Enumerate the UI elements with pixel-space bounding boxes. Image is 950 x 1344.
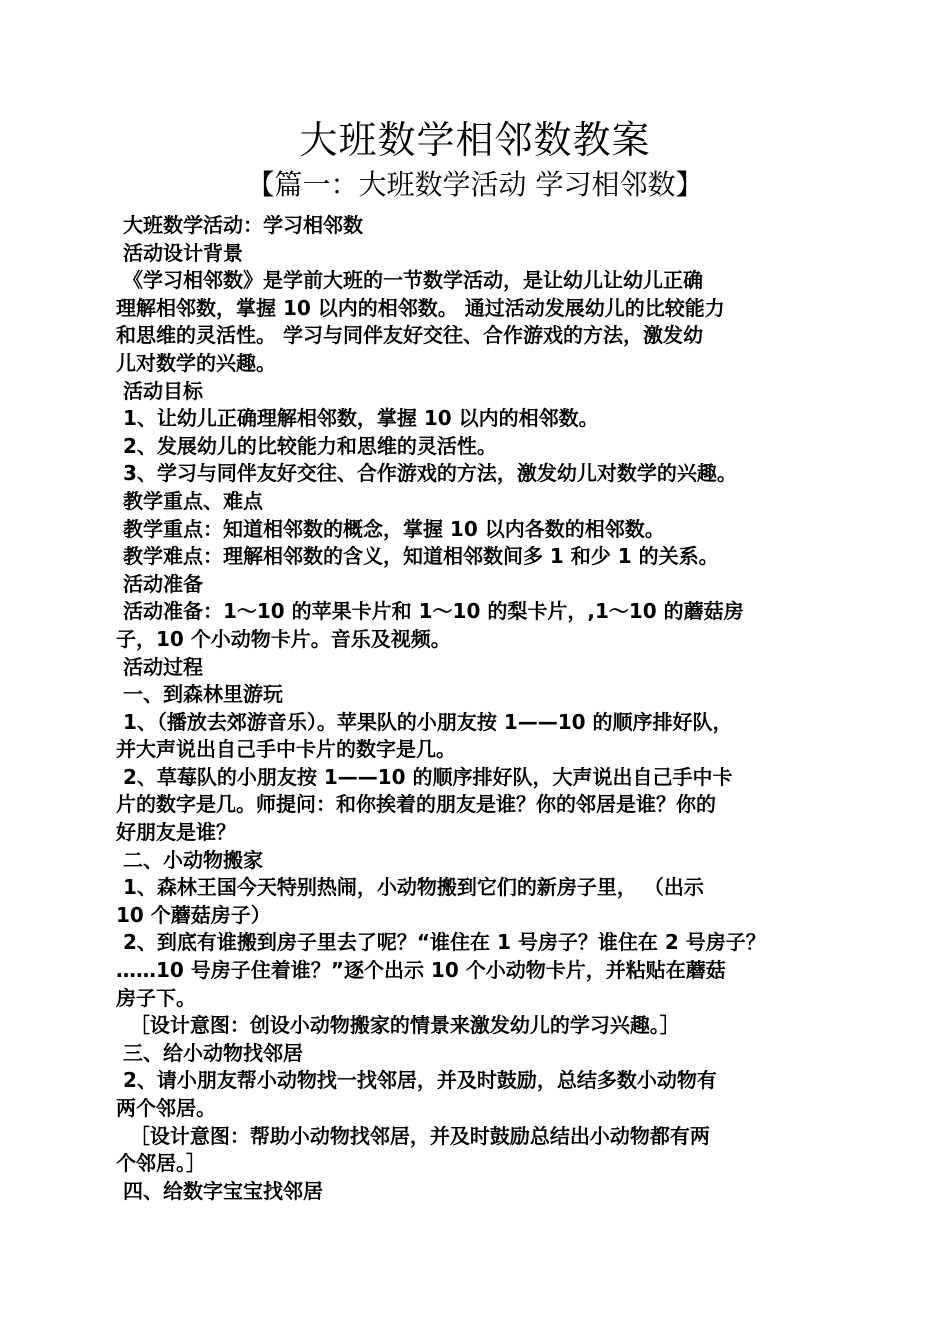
body-line: 2、草莓队的小朋友按 1——10 的顺序排好队，大声说出自己手中卡	[116, 764, 733, 789]
body-line: 2、请小朋友帮小动物找一找邻居，并及时鼓励，总结多数小动物有	[116, 1068, 717, 1093]
body-line: 2、到底有谁搬到房子里去了呢？“谁住在 1 号房子？谁住在 2 号房子？	[116, 930, 766, 955]
body-line: 二、小动物搬家	[116, 847, 263, 872]
body-line: 1、（播放去郊游音乐）。苹果队的小朋友按 1——10 的顺序排好队，	[116, 709, 733, 734]
body-line: 儿对数学的兴趣。	[116, 350, 276, 375]
body-line: 两个邻居。	[116, 1096, 216, 1120]
body-line: 教学难点：理解相邻数的含义，知道相邻数间多 1 和少 1 的关系。	[116, 544, 719, 569]
body-line: ［设计意图：帮助小动物找邻居，并及时鼓励总结出小动物都有两	[116, 1123, 710, 1148]
body-line: 并大声说出自己手中卡片的数字是几。	[116, 737, 456, 762]
body-line: 10 个蘑菇房子）	[116, 902, 271, 927]
body-line: 子，10 个小动物卡片。音乐及视频。	[116, 626, 451, 651]
body-line: 和思维的灵活性。 学习与同伴友好交往、合作游戏的方法，激发幼	[116, 323, 703, 348]
body-line: 好朋友是谁？	[116, 820, 236, 845]
body-line: 房子下。	[116, 985, 196, 1010]
body-line: 教学重点、难点	[116, 488, 263, 513]
body-line: 活动目标	[116, 378, 203, 403]
body-line: 3、学习与同伴友好交往、合作游戏的方法，激发幼儿对数学的兴趣。	[116, 461, 737, 486]
document-subtitle: 【篇一：大班数学活动 学习相邻数】	[246, 168, 704, 201]
body-line: 教学重点：知道相邻数的概念，掌握 10 以内各数的相邻数。	[116, 516, 665, 541]
body-line: 活动准备	[116, 571, 203, 596]
body-line: 1、森林王国今天特别热闹，小动物搬到它们的新房子里， （出示	[116, 875, 704, 900]
body-line: ……10 号房子住着谁？”逐个出示 10 个小动物卡片，并粘贴在蘑菇	[116, 958, 726, 983]
document-body	[116, 212, 856, 1205]
body-line: 1、让幼儿正确理解相邻数，掌握 10 以内的相邻数。	[116, 406, 599, 431]
body-line: 三、给小动物找邻居	[116, 1040, 303, 1065]
body-line: 片的数字是几。师提问：和你挨着的朋友是谁？你的邻居是谁？你的	[116, 792, 716, 817]
body-line: 活动过程	[116, 654, 203, 679]
body-line: 四、给数字宝宝找邻居	[116, 1178, 323, 1203]
body-line: 理解相邻数，掌握 10 以内的相邻数。 通过活动发展幼儿的比较能力	[116, 295, 725, 320]
body-line: ［设计意图：创设小动物搬家的情景来激发幼儿的学习兴趣。］	[116, 1013, 680, 1038]
document-title: 大班数学相邻数教案	[299, 118, 651, 162]
body-line: 个邻居。］	[116, 1151, 206, 1176]
body-line: 活动设计背景	[116, 240, 243, 265]
body-line: 2、发展幼儿的比较能力和思维的灵活性。	[116, 433, 497, 458]
body-line: 活动准备：1～10 的苹果卡片和 1～10 的梨卡片，,1～10 的蘑菇房	[116, 599, 744, 624]
body-line: 大班数学活动：学习相邻数	[116, 213, 363, 237]
body-line: 《学习相邻数》是学前大班的一节数学活动，是让幼儿让幼儿正确	[116, 268, 703, 293]
body-line: 一、到森林里游玩	[116, 682, 283, 707]
